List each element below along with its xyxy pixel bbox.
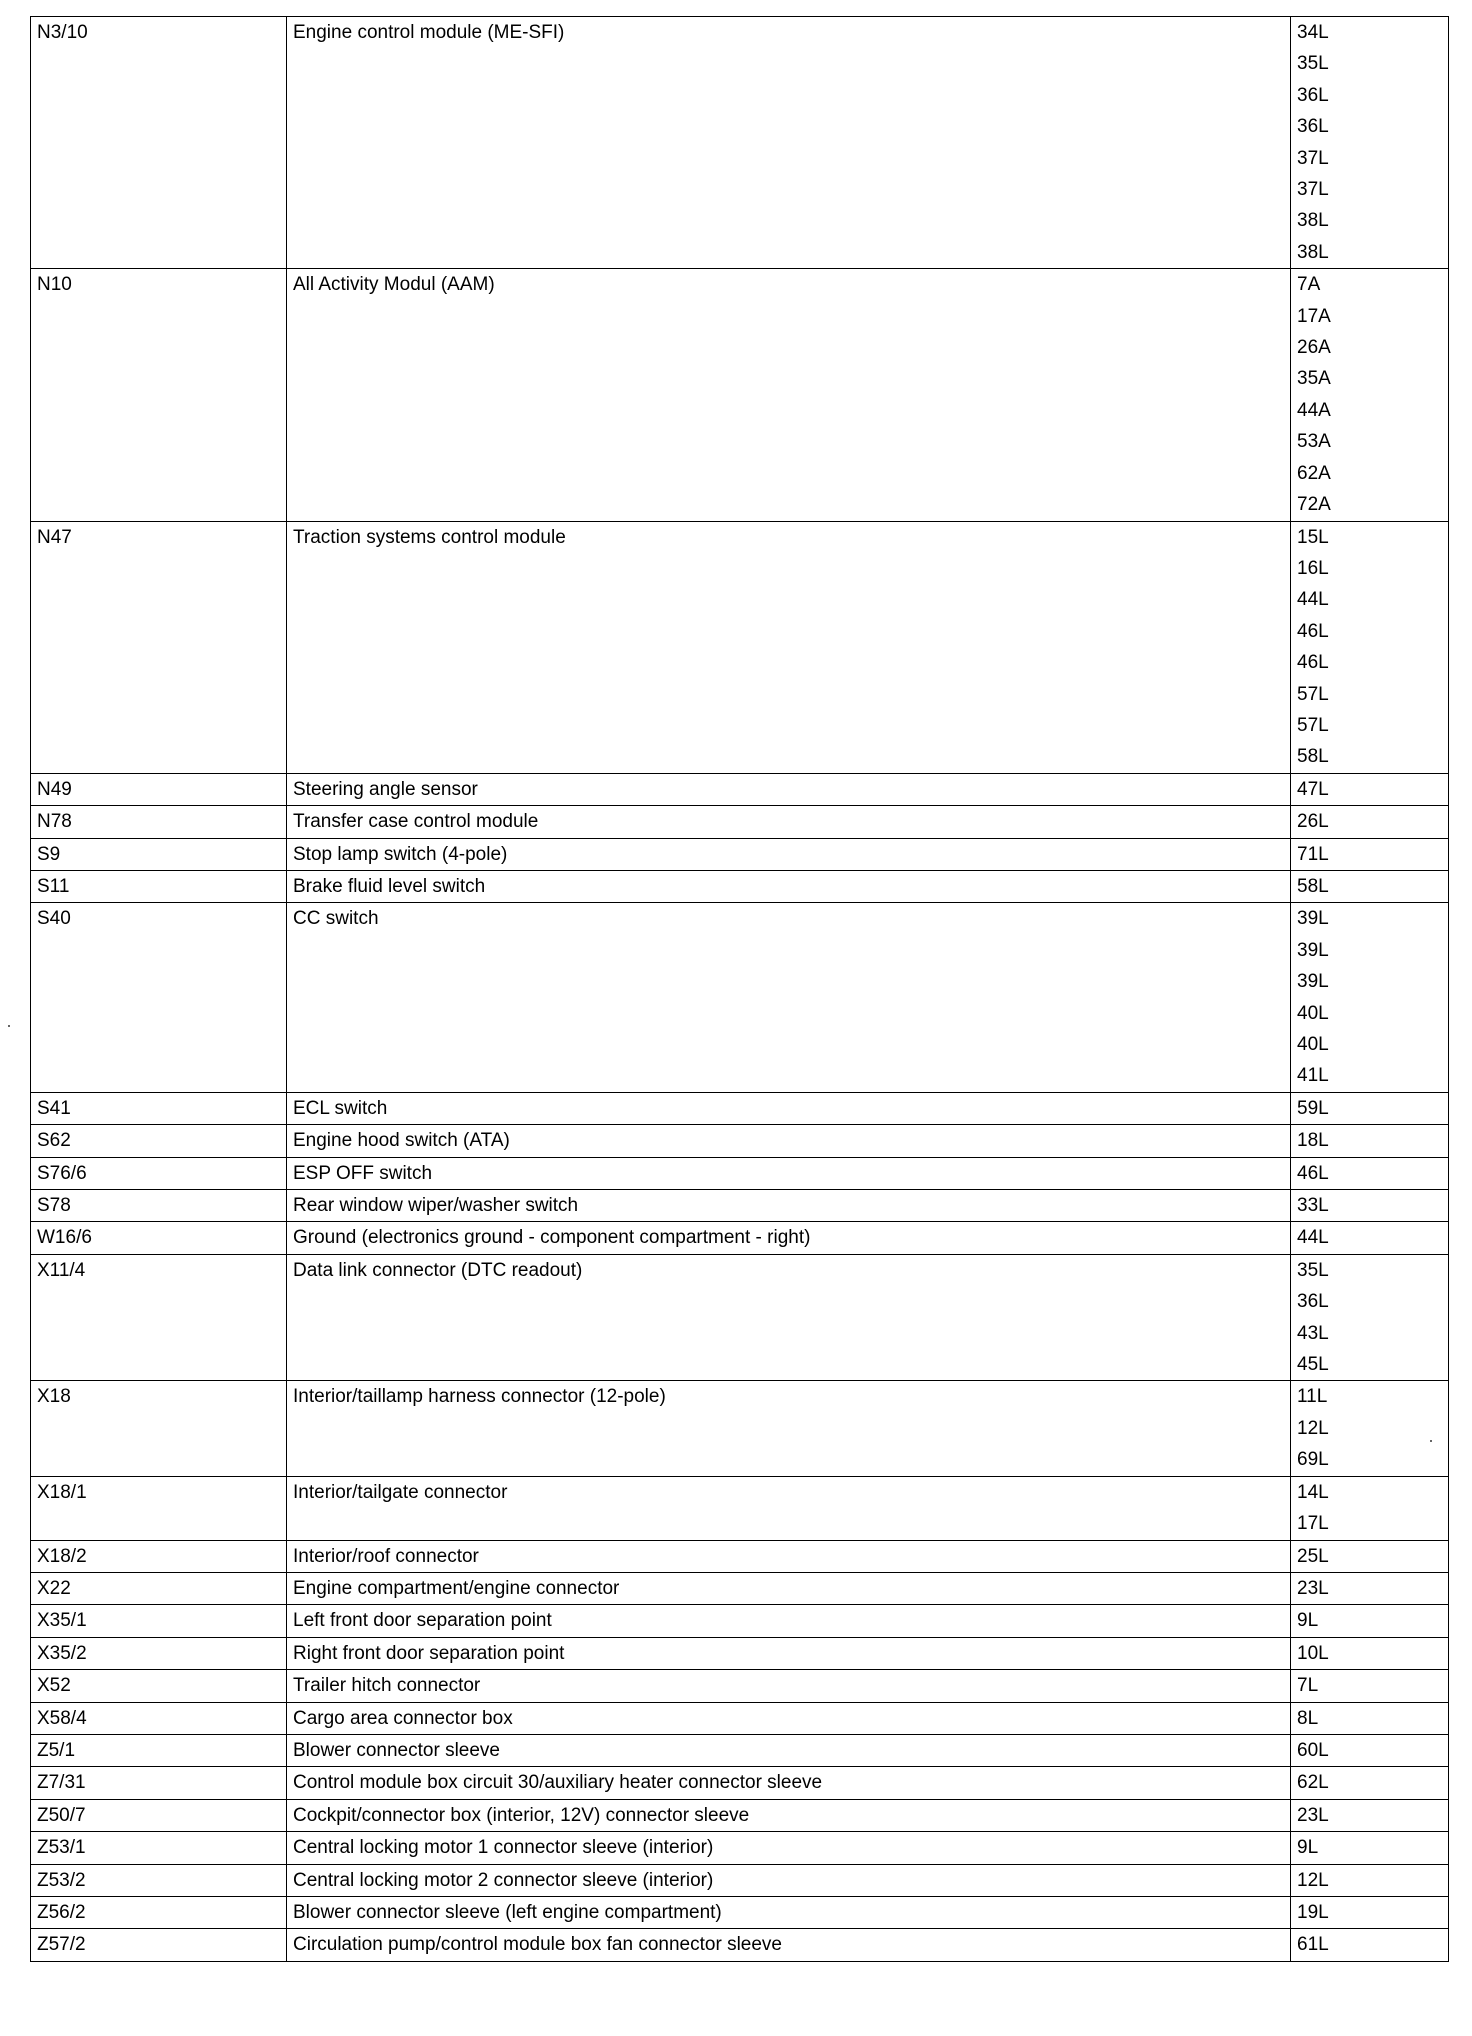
grid-coordinates xyxy=(1291,1767,1449,1799)
grid-coordinate: 15L xyxy=(1297,526,1329,548)
grid-coordinates xyxy=(1291,806,1449,838)
grid-coordinates xyxy=(1291,1896,1449,1928)
component-code: N10 xyxy=(31,269,287,521)
grid-coordinate: 19L xyxy=(1297,1901,1329,1923)
scan-speck xyxy=(1430,1440,1432,1442)
component-code: S78 xyxy=(31,1190,287,1222)
table-row xyxy=(31,1222,1449,1254)
grid-coordinate: 12L xyxy=(1297,1869,1329,1891)
component-code: X18 xyxy=(31,1381,287,1476)
component-description: Interior/tailgate connector xyxy=(287,1476,1291,1540)
table-row xyxy=(31,870,1449,902)
grid-coordinate: 36L xyxy=(1297,1291,1329,1313)
grid-coordinates xyxy=(1291,1540,1449,1572)
component-code: Z53/1 xyxy=(31,1832,287,1864)
grid-coordinate: 41L xyxy=(1297,1065,1329,1087)
grid-coordinate: 14L xyxy=(1297,1481,1329,1503)
grid-coordinate: 44L xyxy=(1297,1227,1329,1249)
component-description: All Activity Modul (AAM) xyxy=(287,269,1291,521)
grid-coordinate: 57L xyxy=(1297,714,1329,736)
grid-coordinate: 39L xyxy=(1297,908,1329,930)
grid-coordinate: 26L xyxy=(1297,811,1329,833)
grid-coordinate: 33L xyxy=(1297,1195,1329,1217)
table-row xyxy=(31,521,1449,773)
grid-coordinate: 58L xyxy=(1297,875,1329,897)
grid-coordinates xyxy=(1291,1832,1449,1864)
grid-coordinate: 7L xyxy=(1297,1675,1319,1697)
table-row xyxy=(31,17,1449,269)
grid-coordinate: 39L xyxy=(1297,939,1329,961)
component-code: S41 xyxy=(31,1092,287,1124)
grid-coordinates xyxy=(1291,1381,1449,1476)
component-description: Interior/taillamp harness connector (12-pole) xyxy=(287,1381,1291,1476)
component-code: X52 xyxy=(31,1670,287,1702)
table-row xyxy=(31,1896,1449,1928)
table-row xyxy=(31,269,1449,521)
grid-coordinate: 35L xyxy=(1297,1259,1329,1281)
component-code: Z57/2 xyxy=(31,1929,287,1961)
grid-coordinates xyxy=(1291,1222,1449,1254)
component-description: Traction systems control module xyxy=(287,521,1291,773)
grid-coordinate: 44A xyxy=(1297,399,1331,421)
grid-coordinates xyxy=(1291,1864,1449,1896)
table-row xyxy=(31,1864,1449,1896)
component-description: Ground (electronics ground - component compartment - right) xyxy=(287,1222,1291,1254)
table-row xyxy=(31,1637,1449,1669)
grid-coordinate: 8L xyxy=(1297,1707,1319,1729)
component-description: Engine control module (ME-SFI) xyxy=(287,17,1291,269)
grid-coordinate: 9L xyxy=(1297,1610,1319,1632)
grid-coordinate: 38L xyxy=(1297,241,1329,263)
component-code: N78 xyxy=(31,806,287,838)
grid-coordinate: 53A xyxy=(1297,431,1331,453)
grid-coordinate: 72A xyxy=(1297,494,1331,516)
grid-coordinate: 61L xyxy=(1297,1934,1329,1956)
grid-coordinates xyxy=(1291,1702,1449,1734)
grid-coordinates xyxy=(1291,1929,1449,1961)
grid-coordinate: 36L xyxy=(1297,84,1329,106)
grid-coordinates xyxy=(1291,1254,1449,1381)
component-code: W16/6 xyxy=(31,1222,287,1254)
table-row xyxy=(31,1157,1449,1189)
component-code: X35/2 xyxy=(31,1637,287,1669)
component-description: Stop lamp switch (4-pole) xyxy=(287,838,1291,870)
grid-coordinates xyxy=(1291,1190,1449,1222)
component-description: Control module box circuit 30/auxiliary heater connector sleeve xyxy=(287,1767,1291,1799)
table-row xyxy=(31,1540,1449,1572)
component-description: Engine compartment/engine connector xyxy=(287,1572,1291,1604)
grid-coordinate: 39L xyxy=(1297,971,1329,993)
grid-coordinate: 17L xyxy=(1297,1513,1329,1535)
table-row xyxy=(31,1929,1449,1961)
component-description: Data link connector (DTC readout) xyxy=(287,1254,1291,1381)
component-description: ECL switch xyxy=(287,1092,1291,1124)
component-description: Brake fluid level switch xyxy=(287,870,1291,902)
grid-coordinate: 9L xyxy=(1297,1837,1319,1859)
grid-coordinate: 46L xyxy=(1297,620,1329,642)
grid-coordinate: 7A xyxy=(1297,274,1321,296)
component-code: S62 xyxy=(31,1125,287,1157)
component-code: X18/2 xyxy=(31,1540,287,1572)
grid-coordinate: 37L xyxy=(1297,147,1329,169)
component-code: X11/4 xyxy=(31,1254,287,1381)
grid-coordinates xyxy=(1291,1799,1449,1831)
grid-coordinate: 16L xyxy=(1297,557,1329,579)
grid-coordinates xyxy=(1291,17,1449,269)
component-description: Central locking motor 1 connector sleeve (interior) xyxy=(287,1832,1291,1864)
table-row xyxy=(31,1702,1449,1734)
grid-coordinate: 47L xyxy=(1297,778,1329,800)
table-row xyxy=(31,1734,1449,1766)
component-description: Trailer hitch connector xyxy=(287,1670,1291,1702)
grid-coordinate: 18L xyxy=(1297,1130,1329,1152)
component-description: Blower connector sleeve (left engine compartment) xyxy=(287,1896,1291,1928)
grid-coordinate: 40L xyxy=(1297,1002,1329,1024)
grid-coordinate: 46L xyxy=(1297,652,1329,674)
grid-coordinate: 71L xyxy=(1297,843,1329,865)
grid-coordinates xyxy=(1291,1476,1449,1540)
table-row xyxy=(31,838,1449,870)
table-row xyxy=(31,773,1449,805)
table-row xyxy=(31,1125,1449,1157)
grid-coordinate: 36L xyxy=(1297,116,1329,138)
component-code: S9 xyxy=(31,838,287,870)
grid-coordinate: 10L xyxy=(1297,1642,1329,1664)
component-description: Cockpit/connector box (interior, 12V) connector sleeve xyxy=(287,1799,1291,1831)
grid-coordinates xyxy=(1291,521,1449,773)
table-row xyxy=(31,1605,1449,1637)
grid-coordinate: 44L xyxy=(1297,589,1329,611)
component-code: N3/10 xyxy=(31,17,287,269)
grid-coordinate: 12L xyxy=(1297,1417,1329,1439)
grid-coordinates xyxy=(1291,1734,1449,1766)
component-code: S40 xyxy=(31,903,287,1092)
grid-coordinate: 43L xyxy=(1297,1322,1329,1344)
component-code: N49 xyxy=(31,773,287,805)
component-description: Circulation pump/control module box fan connector sleeve xyxy=(287,1929,1291,1961)
table-row xyxy=(31,1190,1449,1222)
component-description: Engine hood switch (ATA) xyxy=(287,1125,1291,1157)
grid-coordinates xyxy=(1291,1125,1449,1157)
component-description: Rear window wiper/washer switch xyxy=(287,1190,1291,1222)
table-row xyxy=(31,1381,1449,1476)
component-description: Transfer case control module xyxy=(287,806,1291,838)
table-row xyxy=(31,1670,1449,1702)
table-row xyxy=(31,1767,1449,1799)
component-description: Interior/roof connector xyxy=(287,1540,1291,1572)
component-code: Z5/1 xyxy=(31,1734,287,1766)
grid-coordinate: 34L xyxy=(1297,22,1329,43)
grid-coordinate: 58L xyxy=(1297,746,1329,768)
component-table-body xyxy=(31,17,1449,1962)
component-description: Blower connector sleeve xyxy=(287,1734,1291,1766)
grid-coordinate: 35L xyxy=(1297,53,1329,75)
component-description: Steering angle sensor xyxy=(287,773,1291,805)
grid-coordinates xyxy=(1291,1572,1449,1604)
table-row xyxy=(31,903,1449,1092)
grid-coordinates xyxy=(1291,773,1449,805)
grid-coordinate: 57L xyxy=(1297,683,1329,705)
grid-coordinate: 62A xyxy=(1297,462,1331,484)
grid-coordinate: 23L xyxy=(1297,1577,1329,1599)
grid-coordinate: 35A xyxy=(1297,368,1331,390)
component-description: Left front door separation point xyxy=(287,1605,1291,1637)
component-table-sheet xyxy=(30,16,1448,1962)
grid-coordinate: 45L xyxy=(1297,1354,1329,1376)
component-description: Cargo area connector box xyxy=(287,1702,1291,1734)
component-table xyxy=(30,16,1449,1962)
grid-coordinate: 25L xyxy=(1297,1545,1329,1567)
grid-coordinate: 26A xyxy=(1297,337,1331,359)
grid-coordinate: 11L xyxy=(1297,1386,1328,1408)
grid-coordinates xyxy=(1291,1092,1449,1124)
table-row xyxy=(31,1832,1449,1864)
grid-coordinate: 46L xyxy=(1297,1162,1329,1184)
grid-coordinate: 17A xyxy=(1297,305,1331,327)
component-code: X18/1 xyxy=(31,1476,287,1540)
table-row xyxy=(31,1254,1449,1381)
grid-coordinates xyxy=(1291,838,1449,870)
grid-coordinate: 40L xyxy=(1297,1034,1329,1055)
grid-coordinates xyxy=(1291,269,1449,521)
component-code: S11 xyxy=(31,870,287,902)
table-row xyxy=(31,1799,1449,1831)
scan-speck xyxy=(8,1025,10,1027)
grid-coordinate: 59L xyxy=(1297,1097,1329,1119)
table-row xyxy=(31,1092,1449,1124)
component-description: CC switch xyxy=(287,903,1291,1092)
component-code: Z53/2 xyxy=(31,1864,287,1896)
grid-coordinate: 38L xyxy=(1297,210,1329,232)
component-code: X35/1 xyxy=(31,1605,287,1637)
component-code: Z50/7 xyxy=(31,1799,287,1831)
component-code: Z7/31 xyxy=(31,1767,287,1799)
grid-coordinate: 37L xyxy=(1297,179,1329,201)
component-code: N47 xyxy=(31,521,287,773)
grid-coordinates xyxy=(1291,1670,1449,1702)
component-code: X22 xyxy=(31,1572,287,1604)
grid-coordinate: 23L xyxy=(1297,1804,1329,1826)
component-description: ESP OFF switch xyxy=(287,1157,1291,1189)
grid-coordinate: 62L xyxy=(1297,1772,1329,1794)
component-code: Z56/2 xyxy=(31,1896,287,1928)
table-row xyxy=(31,1476,1449,1540)
grid-coordinates xyxy=(1291,903,1449,1092)
table-row xyxy=(31,806,1449,838)
table-row xyxy=(31,1572,1449,1604)
component-description: Right front door separation point xyxy=(287,1637,1291,1669)
grid-coordinate: 69L xyxy=(1297,1449,1329,1471)
grid-coordinates xyxy=(1291,870,1449,902)
component-code: S76/6 xyxy=(31,1157,287,1189)
component-code: X58/4 xyxy=(31,1702,287,1734)
grid-coordinates xyxy=(1291,1637,1449,1669)
grid-coordinates xyxy=(1291,1157,1449,1189)
grid-coordinates xyxy=(1291,1605,1449,1637)
grid-coordinate: 60L xyxy=(1297,1739,1329,1761)
component-description: Central locking motor 2 connector sleeve (interior) xyxy=(287,1864,1291,1896)
